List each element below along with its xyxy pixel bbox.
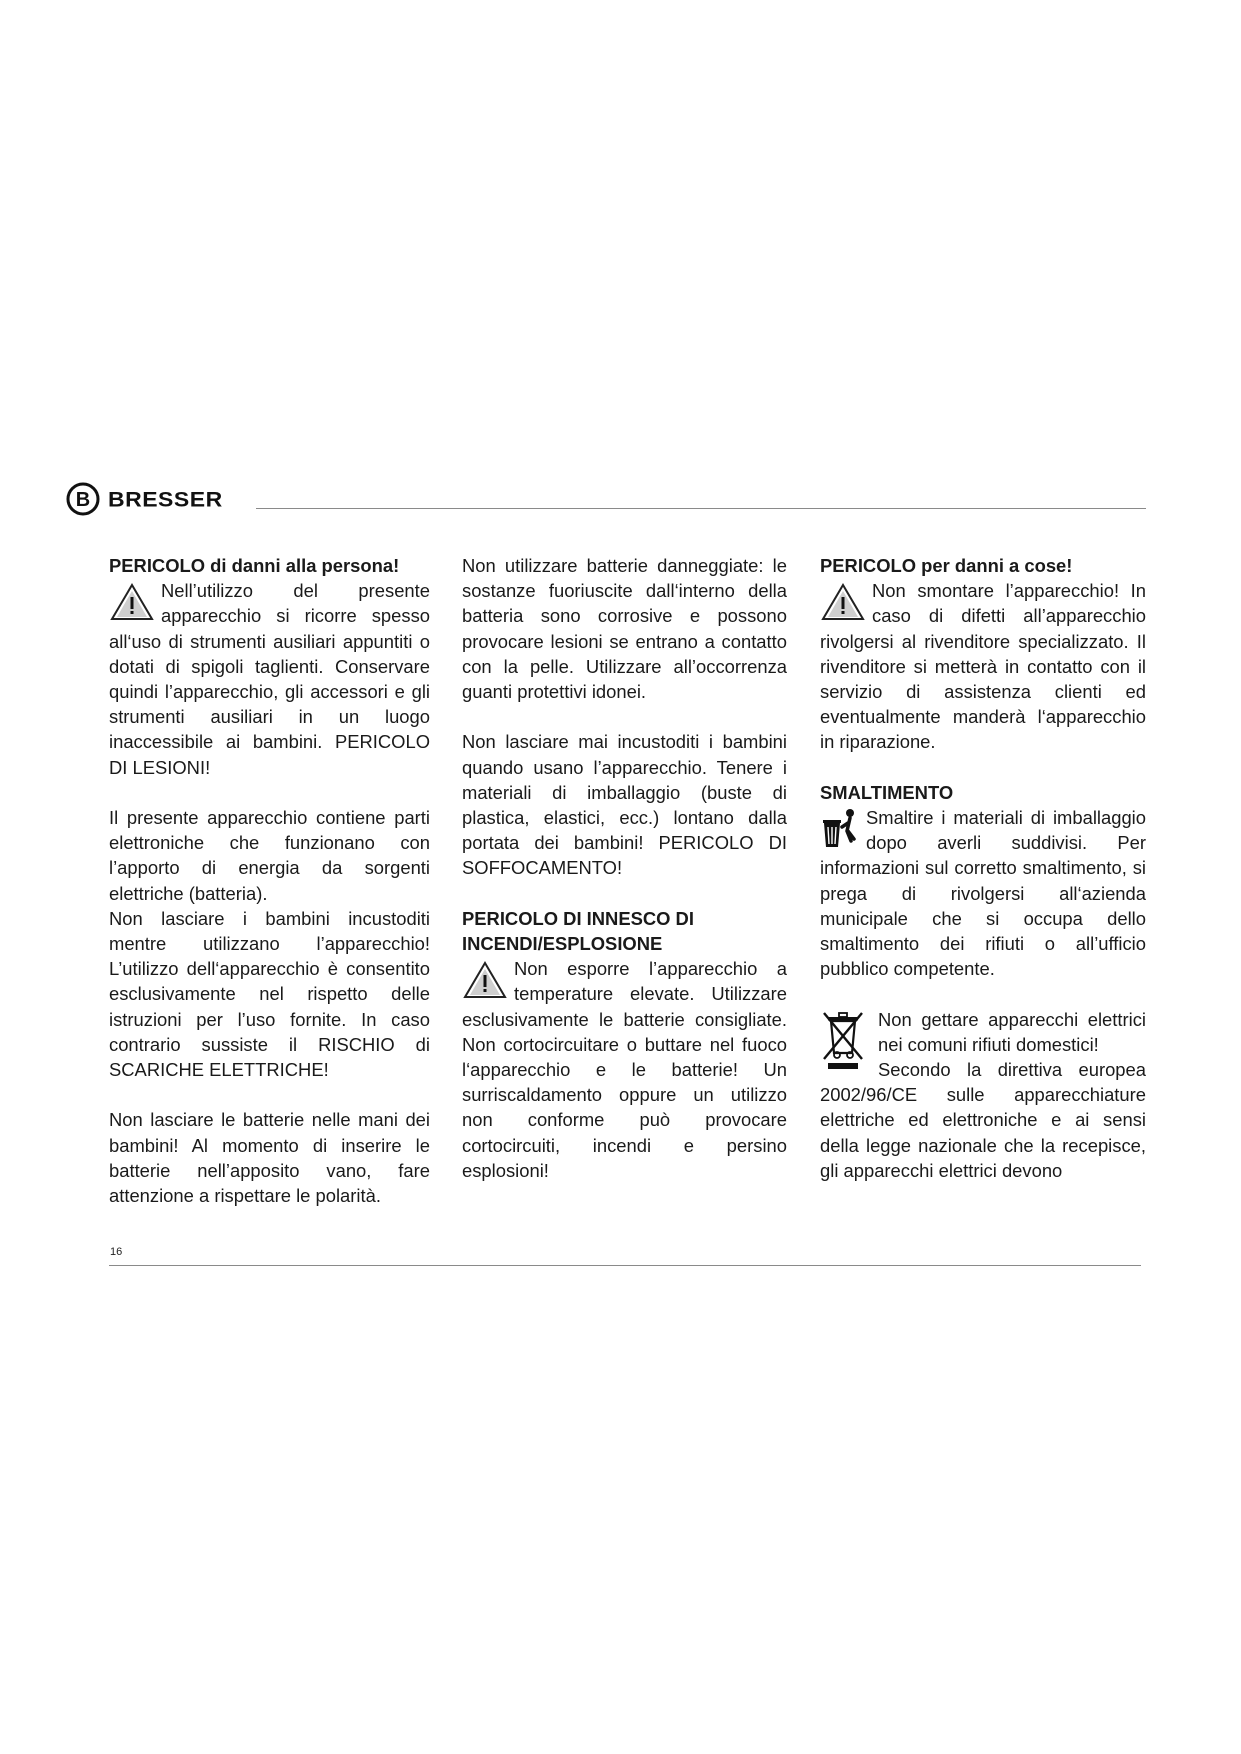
paragraph: Non esporre l’apparecchio a temperature elevate. Utilizzare esclusivamente le batterie consigliate. Non cortocircuitare o buttare nel fuoco l‘apparecchio e le batterie! Un surriscaldamento oppure un utilizzo non conforme può provocare cortocircuiti, incendi e persino esplosioni! [462, 958, 787, 1181]
heading-disposal: SMALTIMENTO [820, 781, 954, 803]
warning-triangle-icon [820, 582, 866, 622]
footer-divider [109, 1265, 1141, 1266]
paragraph: Non lasciare i bambini incustoditi mentre utilizzano l’apparecchio! L’utilizzo dell‘apparecchio è consentito esclusivamente nel rispetto delle istruzioni per l’uso fornite. In caso contrario sussiste il RISCHIO di SCARICHE ELETTRICHE! [109, 907, 430, 1081]
paragraph: Non smontare l’apparecchio! In caso di difetti all’apparecchio rivolgersi al rivenditore specializzato. Il rivenditore si metterà in contatto con il servizio di assistenza clienti ed eventualmente manderà l‘apparecchio in riparazione. [820, 580, 1146, 753]
column-2 [462, 553, 787, 1183]
warning-triangle-icon [462, 960, 508, 1000]
header-divider [256, 508, 1146, 509]
paragraph: Non gettare apparecchi elettrici nei comuni rifiuti domestici! [820, 1007, 1146, 1057]
brand-name: BRESSER [108, 486, 223, 511]
bresser-logo [66, 482, 223, 516]
column-1 [109, 553, 430, 1208]
svg-text:B: B [75, 489, 91, 511]
paragraph: Nell’utilizzo del presente apparecchio si ricorre spesso all‘uso di strumenti ausiliari appuntiti o dotati di spigoli taglienti. Conservare quindi l’apparecchio, gli accessori e gli strumenti ausiliari in un luogo inaccessibile ai bambini. PERICOLO DI LESIONI! [109, 580, 430, 778]
paragraph: Non utilizzare batterie danneggiate: le sostanze fuoriuscite dall‘interno della batteria sono corrosive e possono provocare lesioni se entrano a contatto con la pelle. Utilizzare all’occorrenza guanti protettivi idonei. [462, 555, 787, 703]
heading-danger-property: PERICOLO per danni a cose! [820, 555, 1073, 576]
page-header [66, 482, 1146, 518]
paragraph: Non lasciare mai incustoditi i bambini quando usano l’apparecchio. Tenere i materiali di imballaggio (buste di plastica, elastici, ecc.) lontano dalla portata dei bambini! PERICOLO DI SOFFOCAMENTO! [462, 731, 787, 879]
recycle-bin-icon [820, 807, 860, 851]
column-3 [820, 553, 1146, 1183]
paragraph: Smaltire i materiali di imballaggio dopo averli suddivisi. Per informazioni sul corretto smaltimento, si prega di rivolgersi all‘azienda municipale che si occupa dello smaltimento dei rifiuti o all’ufficio pubblico competente. [820, 807, 1146, 980]
warning-triangle-icon [109, 582, 155, 622]
crossed-out-bin-icon [820, 1009, 866, 1071]
paragraph: Secondo la direttiva europea 2002/96/CE sulle apparecchiature elettriche ed elettroniche e ai sensi della legge nazionale che la recepisce, gli apparecchi elettrici devono [820, 1059, 1146, 1181]
paragraph: Il presente apparecchio contiene parti elettroniche che funzionano con l’apporto di energia da sorgenti elettriche (batteria). [109, 807, 430, 904]
heading-danger-persons: PERICOLO di danni alla persona! [109, 555, 400, 576]
paragraph: Non lasciare le batterie nelle mani dei bambini! Al momento di inserire le batterie nell’apposito vano, fare attenzione a rispettare le polarità. [109, 1109, 430, 1207]
page-number: 16 [110, 1246, 123, 1258]
bresser-logo-icon [66, 482, 100, 516]
heading-fire-explosion: PERICOLO DI INNESCO DI INCENDI/ESPLOSIONE [462, 907, 694, 955]
